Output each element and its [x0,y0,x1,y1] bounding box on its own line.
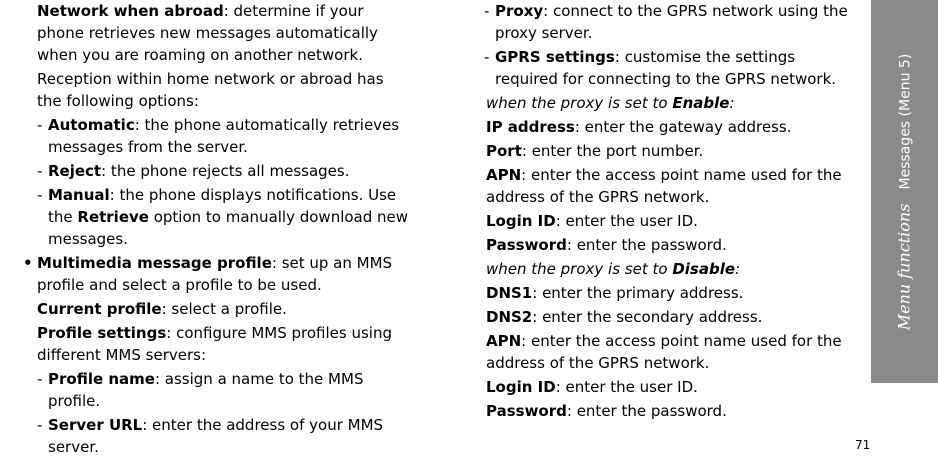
proxy-text: : connect to the GPRS network using the proxy server. [495,2,848,42]
option-reject-text: : the phone rejects all messages. [101,162,350,180]
option-profile-name [27,368,412,412]
dns2-term: DNS2 [486,308,533,326]
server-url-term: Server URL [48,416,143,434]
gprs-settings-term: GPRS settings [495,48,615,66]
bullet-marker: • [23,254,33,272]
dns1-term: DNS1 [486,284,533,302]
login-id-term: Login ID [486,378,556,396]
mms-profile-term: Multimedia message profile [37,254,272,272]
login-id-text: : enter the user ID. [555,212,698,230]
option-reject [27,160,412,182]
side-tab-subsection: Messages (Menu 5) [897,53,913,190]
option-server-url [27,414,412,458]
left-column [23,0,412,458]
page-number: 71 [855,438,871,452]
apn-term: APN [486,332,522,350]
password-term: Password [486,402,567,420]
enable-heading [474,92,854,114]
enable-port [474,140,854,162]
current-profile-text: : select a profile. [161,300,287,318]
option-automatic-text: : the phone automatically retrieves messages from the server. [48,116,400,156]
enable-intro: when the proxy is set to [486,94,673,112]
dash-marker: - [484,48,490,66]
disable-apn [474,330,854,374]
option-automatic-term: Automatic [48,116,135,134]
dns1-text: : enter the primary address. [532,284,744,302]
enable-ip-address [474,116,854,138]
disable-dns2 [474,306,854,328]
password-text: : enter the password. [566,236,727,254]
enable-password [474,234,854,256]
disable-intro: when the proxy is set to [486,260,673,278]
dash-marker: - [37,370,43,388]
current-profile-term: Current profile [37,300,162,318]
ip-address-text: : enter the gateway address. [574,118,792,136]
enable-apn [474,164,854,208]
network-abroad-paragraph [27,0,412,66]
dash-marker: - [37,416,43,434]
password-text: : enter the password. [566,402,727,420]
apn-text: : enter the access point name used for the address of the GPRS network. [486,166,842,206]
current-profile-paragraph [27,298,412,320]
option-manual-term: Manual [48,186,110,204]
disable-password [474,400,854,422]
dns2-text: : enter the secondary address. [532,308,763,326]
password-term: Password [486,236,567,254]
disable-heading [474,258,854,280]
option-manual [27,184,412,250]
gprs-settings-text: : customise the settings required for connecting to the GPRS network. [495,48,837,88]
enable-word: Enable [672,94,730,112]
disable-login-id [474,376,854,398]
section-side-tab [871,0,938,383]
server-url-text: : enter the address of your MMS server. [48,416,384,456]
enable-colon: : [729,94,735,112]
proxy-term: Proxy [495,2,544,20]
retrieve-term: Retrieve [77,208,149,226]
right-column [474,0,854,422]
disable-word: Disable [672,260,736,278]
reception-options-intro: Reception within home network or abroad has the following options: [37,70,384,110]
option-proxy [474,0,854,44]
enable-login-id [474,210,854,232]
dash-marker: - [484,2,490,20]
dash-marker: - [37,162,43,180]
profile-settings-text: : configure MMS profiles using different MMS servers: [37,324,392,364]
option-manual-text-end: option to manually download new messages. [48,208,409,248]
disable-dns1 [474,282,854,304]
profile-settings-term: Profile settings [37,324,167,342]
side-tab-label [893,53,916,330]
mms-profile-bullet [23,252,412,296]
profile-settings-paragraph [27,322,412,366]
profile-name-text: : assign a name to the MMS profile. [48,370,364,410]
ip-address-term: IP address [486,118,575,136]
apn-text: : enter the access point name used for the address of the GPRS network. [486,332,842,372]
network-abroad-term: Network when abroad [37,2,224,20]
apn-term: APN [486,166,522,184]
option-automatic [27,114,412,158]
option-reject-term: Reject [48,162,102,180]
mms-profile-text: : set up an MMS profile and select a profile to be used. [37,254,393,294]
side-tab-section-title: Menu functions [894,203,913,330]
disable-colon: : [735,260,741,278]
port-term: Port [486,142,522,160]
option-gprs-settings [474,46,854,90]
network-abroad-text: : determine if your phone retrieves new messages automatically when you are roaming on another network. [37,2,378,64]
profile-name-term: Profile name [48,370,155,388]
dash-marker: - [37,186,43,204]
dash-marker: - [37,116,43,134]
port-text: : enter the port number. [521,142,704,160]
login-id-term: Login ID [486,212,556,230]
option-manual-text: : the phone displays notifications. Use the [48,186,397,226]
login-id-text: : enter the user ID. [555,378,698,396]
